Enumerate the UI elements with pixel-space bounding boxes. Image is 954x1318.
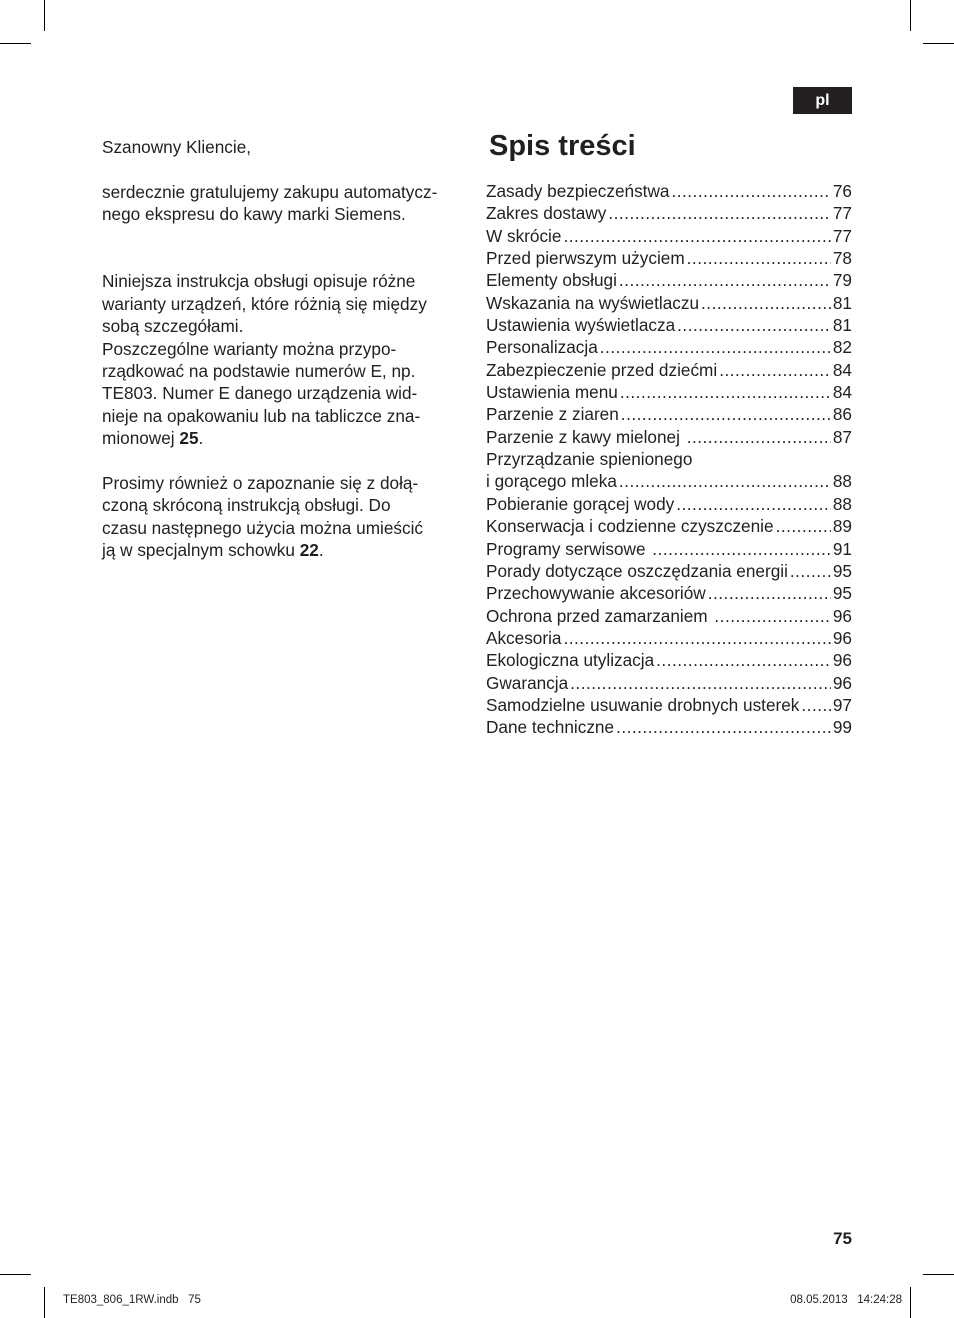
toc-dot-leader xyxy=(652,538,831,560)
toc-dot-leader xyxy=(619,269,831,291)
toc-entry-label: W skrócie xyxy=(486,225,562,246)
toc-entry-page: 81 xyxy=(832,315,852,336)
toc-dot-leader xyxy=(776,515,831,537)
toc-entry-page: 97 xyxy=(832,694,852,715)
toc-entry-label: Parzenie z ziaren xyxy=(486,404,619,425)
toc-dot-leader xyxy=(620,381,831,403)
toc-entry xyxy=(486,605,852,627)
toc-entry-page: 84 xyxy=(832,359,852,380)
language-tab: pl xyxy=(793,87,852,114)
toc-dot-leader xyxy=(570,672,831,694)
toc-dot-leader xyxy=(671,180,830,202)
toc-entry-page: 77 xyxy=(832,203,852,224)
toc-entry xyxy=(486,493,852,515)
toc-entry xyxy=(486,538,852,560)
toc-entry-page: 96 xyxy=(832,650,852,671)
toc-entry-page: 86 xyxy=(832,404,852,425)
toc-entry-label: Personalizacja xyxy=(486,337,598,358)
toc-entry-label: Przyrządzanie spienionego xyxy=(486,449,693,470)
toc-entry-page: 96 xyxy=(832,627,852,648)
toc-entry-page: 91 xyxy=(832,538,852,559)
toc-dot-leader xyxy=(801,694,830,716)
print-slug-datetime: 08.05.2013 14:24:28 xyxy=(790,1294,902,1306)
toc-dot-leader xyxy=(608,202,831,224)
toc-entry-page: 82 xyxy=(832,337,852,358)
toc-entry xyxy=(486,582,852,604)
toc-entry-label: Akcesoria xyxy=(486,627,562,648)
toc-dot-leader xyxy=(656,649,831,671)
toc-entry-label: Ustawienia menu xyxy=(486,382,618,403)
crop-mark xyxy=(0,43,31,44)
toc-dot-leader xyxy=(616,716,831,738)
toc-dot-leader xyxy=(714,605,830,627)
toc-entry xyxy=(486,649,852,671)
toc-entry-page: 99 xyxy=(832,717,852,738)
ref-number: 25 xyxy=(179,428,199,449)
toc-entry-label: Programy serwisowe xyxy=(486,538,651,559)
page-number: 75 xyxy=(833,1229,852,1248)
toc-entry-page: 95 xyxy=(832,583,852,604)
toc-entry xyxy=(486,202,852,224)
crop-mark xyxy=(44,1287,45,1318)
toc-dot-leader xyxy=(708,582,831,604)
toc-entry-label: Przed pierwszym użyciem xyxy=(486,248,685,269)
toc-dot-leader xyxy=(563,627,830,649)
toc-entry xyxy=(486,627,852,649)
toc-entry-label: Ekologiczna utylizacja xyxy=(486,650,655,671)
toc-entry-label: Pobieranie gorącej wody xyxy=(486,493,675,514)
toc-entry xyxy=(486,694,852,716)
toc-entry-label: i gorącego mleka xyxy=(486,471,617,492)
toc-entry xyxy=(486,180,852,202)
toc-entry-label: Parzenie z kawy mielonej xyxy=(486,426,685,447)
toc-dot-leader xyxy=(563,225,830,247)
toc-dot-leader xyxy=(687,426,831,448)
toc-dot-leader xyxy=(619,470,831,492)
toc-entry-page: 95 xyxy=(832,560,852,581)
toc-entry-label: Elementy obsługi xyxy=(486,270,617,291)
toc-dot-leader xyxy=(701,292,831,314)
toc-entry-page: 89 xyxy=(832,516,852,537)
toc-entry-page: 81 xyxy=(832,292,852,313)
toc-entry xyxy=(486,716,852,738)
toc-title: Spis treści xyxy=(489,130,636,162)
toc-entry-label: Zasady bezpieczeństwa xyxy=(486,181,670,201)
toc-dot-leader xyxy=(600,336,831,358)
greeting: Szanowny Kliencie, xyxy=(102,137,252,157)
toc-entry xyxy=(486,560,852,582)
toc-dot-leader xyxy=(719,359,831,381)
ref-number: 22 xyxy=(299,540,319,561)
toc-entry xyxy=(486,515,852,537)
crop-mark xyxy=(910,0,911,31)
toc-entry-page: 76 xyxy=(832,181,852,201)
intro-paragraph-1: serdecznie gratulujemy zakupu automatycz- nego ekspresu do kawy marki Siemens. xyxy=(102,181,438,225)
toc-entry-label: Ustawienia wyświetlacza xyxy=(486,315,676,336)
toc-entry-label: Gwarancja xyxy=(486,672,569,693)
toc-entry xyxy=(486,247,852,269)
toc-entry-page: 79 xyxy=(832,270,852,291)
toc-entry-label: Dane techniczne xyxy=(486,717,615,738)
toc-dot-leader xyxy=(676,493,831,515)
crop-mark xyxy=(923,1274,954,1275)
toc-entry-label: Samodzielne usuwanie drobnych usterek xyxy=(486,694,800,715)
toc-entry xyxy=(486,359,852,381)
toc-entry-page: 96 xyxy=(832,605,852,626)
crop-mark xyxy=(923,43,954,44)
toc-entry-page: 87 xyxy=(832,426,852,447)
toc-entry-page: 88 xyxy=(832,493,852,514)
toc-entry xyxy=(486,292,852,314)
crop-mark xyxy=(0,1274,31,1275)
toc-entry xyxy=(486,381,852,403)
toc-entry xyxy=(486,470,852,492)
table-of-contents xyxy=(486,180,852,739)
print-slug-file: TE803_806_1RW.indb 75 xyxy=(63,1294,201,1306)
toc-entry-page: 88 xyxy=(832,471,852,492)
toc-entry xyxy=(486,672,852,694)
toc-entry-page: 96 xyxy=(832,672,852,693)
toc-entry-label: Ochrona przed zamarzaniem xyxy=(486,605,713,626)
toc-entry xyxy=(486,426,852,448)
toc-entry xyxy=(486,314,852,336)
toc-entry-label: Porady dotyczące oszczędzania energii xyxy=(486,560,788,581)
toc-entry xyxy=(486,225,852,247)
toc-entry-page: 84 xyxy=(832,382,852,403)
intro-paragraph-2: Niniejsza instrukcja obsługi opisuje różne warianty urządzeń, które różnią się między sobą szczegółami. Poszczególne warianty można przypo- rządkować na podstawie numerów E, np. TE803. Numer E danego urządzenia wid- nieje na opakowaniu lub na tabliczce zna- mionowej 25. xyxy=(102,271,427,449)
toc-entry-label: Wskazania na wyświetlaczu xyxy=(486,292,700,313)
toc-dot-leader xyxy=(621,403,831,425)
toc-entry xyxy=(486,403,852,425)
toc-entry-label: Konserwacja i codzienne czyszczenie xyxy=(486,516,774,537)
intro-paragraph-3: Prosimy również o zapoznanie się z dołą- czoną skróconą instrukcją obsługi. Do czasu następnego użycia można umieścić ją w specjalnym schowku 22. xyxy=(102,473,423,561)
crop-mark xyxy=(910,1287,911,1318)
toc-entry-label: Przechowywanie akcesoriów xyxy=(486,583,706,604)
toc-dot-leader xyxy=(687,247,831,269)
intro-text xyxy=(102,136,467,562)
toc-entry-label: Zakres dostawy xyxy=(486,203,607,224)
toc-entry xyxy=(486,448,852,470)
toc-entry xyxy=(486,336,852,358)
toc-entry-page: 77 xyxy=(832,225,852,246)
toc-dot-leader xyxy=(790,560,831,582)
toc-entry xyxy=(486,269,852,291)
toc-dot-leader xyxy=(677,314,831,336)
toc-entry-label: Zabezpieczenie przed dziećmi xyxy=(486,359,718,380)
crop-mark xyxy=(44,0,45,31)
toc-entry-page: 78 xyxy=(832,248,852,269)
